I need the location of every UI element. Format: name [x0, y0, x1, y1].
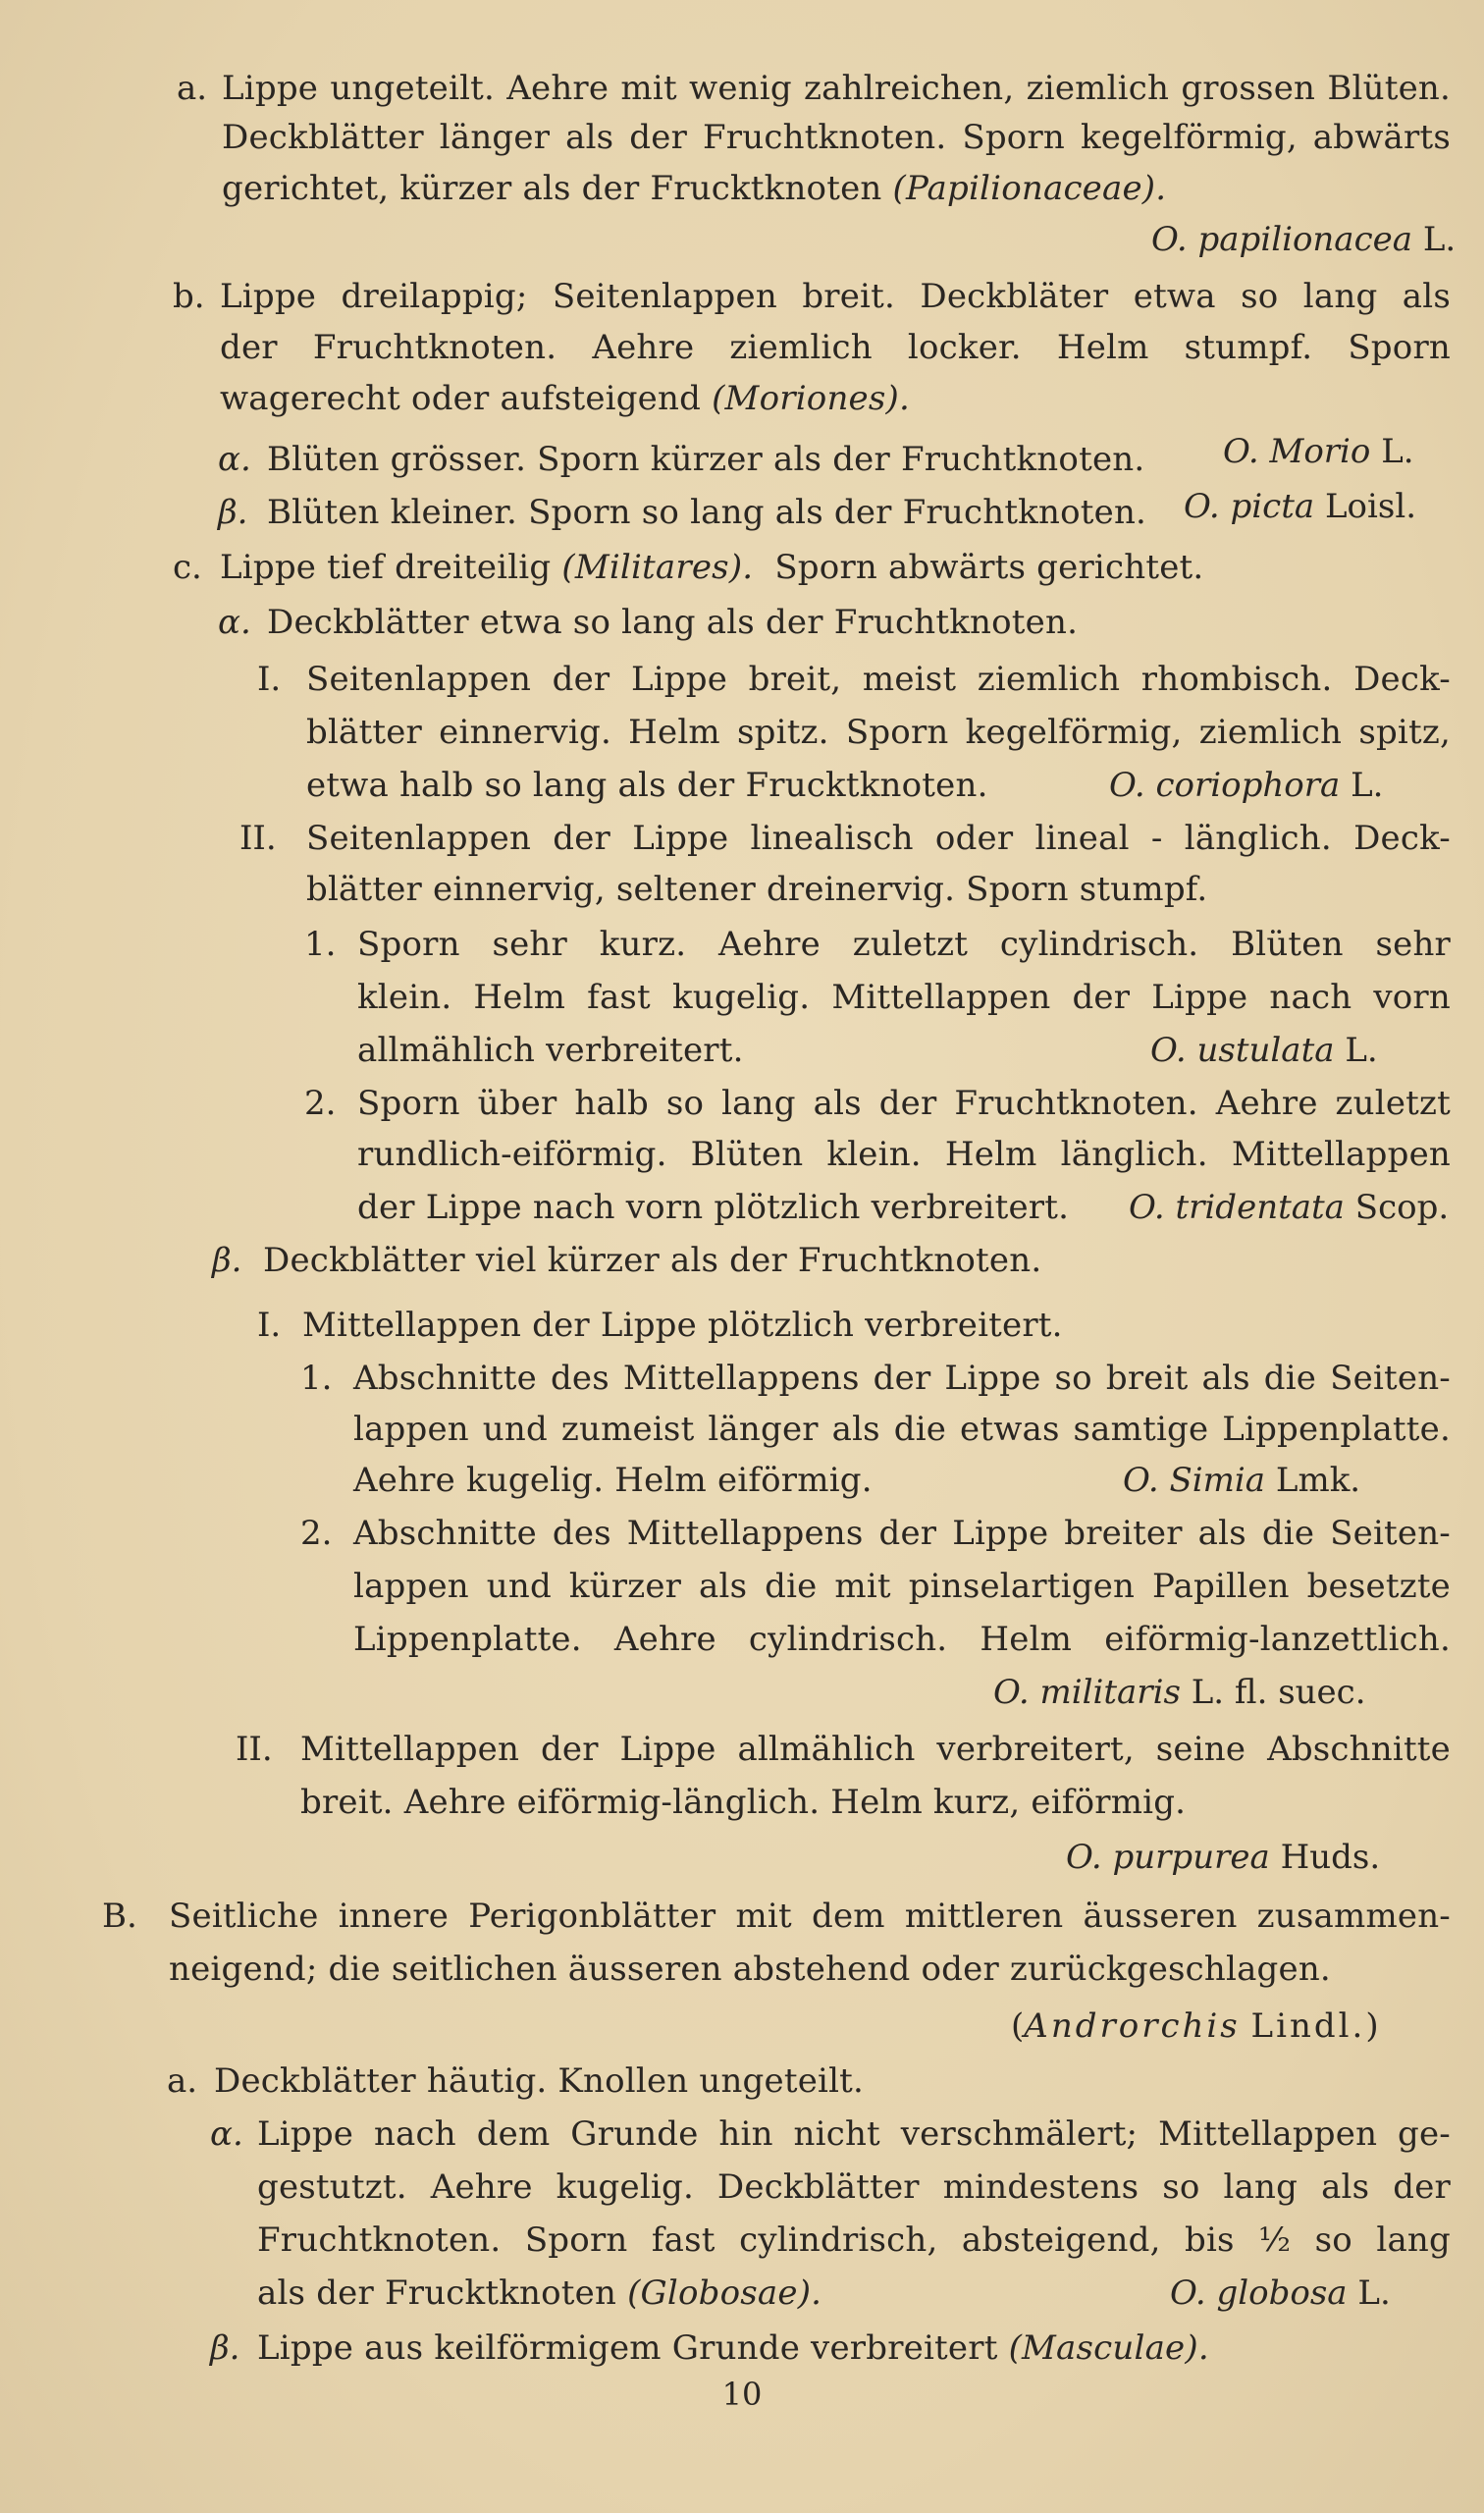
- taxon-name: O. tridentata Scop.: [1129, 1188, 1450, 1227]
- entry-line: wagerecht oder aufsteigend (Moriones).: [220, 379, 910, 418]
- taxon-name: O. ustulata L.: [1150, 1031, 1378, 1070]
- taxon-name: O. globosa L.: [1170, 2273, 1391, 2313]
- entry-line: klein. Helm fast kugelig. Mittellappen der Lippe nach vorn: [357, 978, 1451, 1017]
- entry-line: breit. Aehre eiförmig-länglich. Helm kurz, eiförmig.: [300, 1783, 1187, 1822]
- group-name: (Masculae).: [1008, 2328, 1209, 2368]
- entry-line: Blüten kleiner. Sporn so lang als der Fruchtknoten.: [267, 493, 1147, 532]
- entry-line: Seitenlappen der Lippe breit, meist ziemlich rhombisch. Deck-: [306, 660, 1451, 699]
- entry-marker: a.: [167, 2061, 198, 2101]
- entry-line: Deckblätter häutig. Knollen ungeteilt.: [214, 2061, 865, 2101]
- taxon-name: O. Morio L.: [1223, 432, 1414, 471]
- entry-line: Abschnitte des Mittellappens der Lippe breiter als die Seiten-: [353, 1514, 1451, 1553]
- entry-marker: β.: [210, 2328, 240, 2368]
- group-name: (Moriones).: [712, 379, 910, 418]
- entry-marker: 1.: [300, 1359, 333, 1398]
- entry-marker: b.: [173, 277, 205, 316]
- entry-marker: α.: [210, 2114, 243, 2154]
- group-name: (Globosae).: [627, 2273, 822, 2313]
- entry-line: Abschnitte des Mittellappens der Lippe so breit als die Seiten-: [353, 1359, 1451, 1398]
- taxon-name: O. coriophora L.: [1109, 766, 1384, 805]
- entry-marker: 1.: [304, 925, 337, 964]
- entry-line: als der Frucktknoten (Globosae).: [257, 2273, 822, 2313]
- entry-line: rundlich-eiförmig. Blüten klein. Helm länglich. Mittellappen: [357, 1135, 1451, 1174]
- entry-marker: I.: [257, 660, 282, 699]
- entry-line: Mittellappen der Lippe plötzlich verbreitert.: [302, 1306, 1063, 1345]
- entry-line: Blüten grösser. Sporn kürzer als der Fruchtknoten.: [267, 440, 1145, 479]
- entry-line: Deckblätter etwa so lang als der Fruchtknoten.: [267, 603, 1079, 642]
- entry-line: Sporn über halb so lang als der Fruchtknoten. Aehre zuletzt: [357, 1084, 1451, 1123]
- entry-line: blätter einnervig. Helm spitz. Sporn kegelförmig, ziemlich spitz,: [306, 713, 1451, 752]
- entry-marker: 2.: [304, 1084, 337, 1123]
- entry-line: der Lippe nach vorn plötzlich verbreitert.: [357, 1188, 1070, 1227]
- entry-line: Lippe tief dreiteilig (Militares). Sporn abwärts gerichtet.: [220, 548, 1204, 587]
- entry-marker: II.: [239, 819, 277, 858]
- entry-line: gestutzt. Aehre kugelig. Deckblätter mindestens so lang als der: [257, 2167, 1451, 2207]
- entry-line: Fruchtknoten. Sporn fast cylindrisch, absteigend, bis ½ so lang: [257, 2220, 1451, 2260]
- entry-line: Seitliche innere Perigonblätter mit dem mittleren äusseren zusammen-: [169, 1897, 1451, 1936]
- entry-line: Seitenlappen der Lippe linealisch oder lineal - länglich. Deck-: [306, 819, 1451, 858]
- entry-line: Deckblätter viel kürzer als der Fruchtknoten.: [263, 1241, 1042, 1280]
- entry-line: Aehre kugelig. Helm eiförmig.: [353, 1461, 873, 1500]
- entry-marker: B.: [102, 1897, 137, 1936]
- entry-line: Lippe ungeteilt. Aehre mit wenig zahlreichen, ziemlich grossen Blüten.: [222, 69, 1451, 108]
- group-name: (Militares).: [561, 548, 754, 587]
- entry-line: blätter einnervig, seltener dreinervig. Sporn stumpf.: [306, 870, 1208, 909]
- entry-line: Lippe aus keilförmigem Grunde verbreitert (Masculae).: [257, 2328, 1209, 2368]
- page-number: 10: [721, 2376, 763, 2413]
- entry-line: neigend; die seitlichen äusseren abstehend oder zurückgeschlagen.: [169, 1950, 1331, 1989]
- entry-line: allmählich verbreitert.: [357, 1031, 744, 1070]
- entry-line: lappen und kürzer als die mit pinselartigen Papillen besetzte: [353, 1567, 1451, 1606]
- taxon-name: O. papilionacea L.: [1151, 220, 1457, 259]
- entry-line: Lippenplatte. Aehre cylindrisch. Helm eiförmig-lanzettlich.: [353, 1620, 1451, 1659]
- entry-line: lappen und zumeist länger als die etwas samtige Lippenplatte.: [353, 1410, 1451, 1449]
- group-name: (Papilionaceae).: [892, 169, 1167, 208]
- entry-line: der Fruchtknoten. Aehre ziemlich locker. Helm stumpf. Sporn: [220, 328, 1451, 367]
- taxon-name: O. purpurea Huds.: [1066, 1838, 1381, 1877]
- entry-line: Lippe nach dem Grunde hin nicht verschmälert; Mittellappen ge-: [257, 2114, 1451, 2154]
- entry-marker: β.: [218, 493, 248, 532]
- entry-marker: 2.: [300, 1514, 333, 1553]
- entry-marker: α.: [218, 440, 251, 479]
- entry-line: Mittellappen der Lippe allmählich verbreitert, seine Abschnitte: [300, 1730, 1451, 1769]
- entry-marker: a.: [177, 69, 208, 108]
- entry-line: Deckblätter länger als der Fruchtknoten. Sporn kegelförmig, abwärts: [222, 118, 1451, 157]
- entry-line: gerichtet, kürzer als der Frucktknoten (Papilionaceae).: [222, 169, 1167, 208]
- entry-marker: c.: [173, 548, 202, 587]
- entry-line: Sporn sehr kurz. Aehre zuletzt cylindrisch. Blüten sehr: [357, 925, 1451, 964]
- entry-marker: β.: [212, 1241, 242, 1280]
- entry-marker: I.: [257, 1306, 282, 1345]
- entry-line: Lippe dreilappig; Seitenlappen breit. Deckbläter etwa so lang als: [220, 277, 1451, 316]
- subgenus-name: (Androrchis Lindl.): [1011, 2006, 1382, 2046]
- taxon-name: O. Simia Lmk.: [1123, 1461, 1361, 1500]
- taxon-name: O. picta Loisl.: [1184, 487, 1417, 526]
- entry-marker: α.: [218, 603, 251, 642]
- taxon-name: O. militaris L. fl. suec.: [993, 1673, 1366, 1712]
- entry-line: etwa halb so lang als der Frucktknoten.: [306, 766, 988, 805]
- entry-marker: II.: [236, 1730, 273, 1769]
